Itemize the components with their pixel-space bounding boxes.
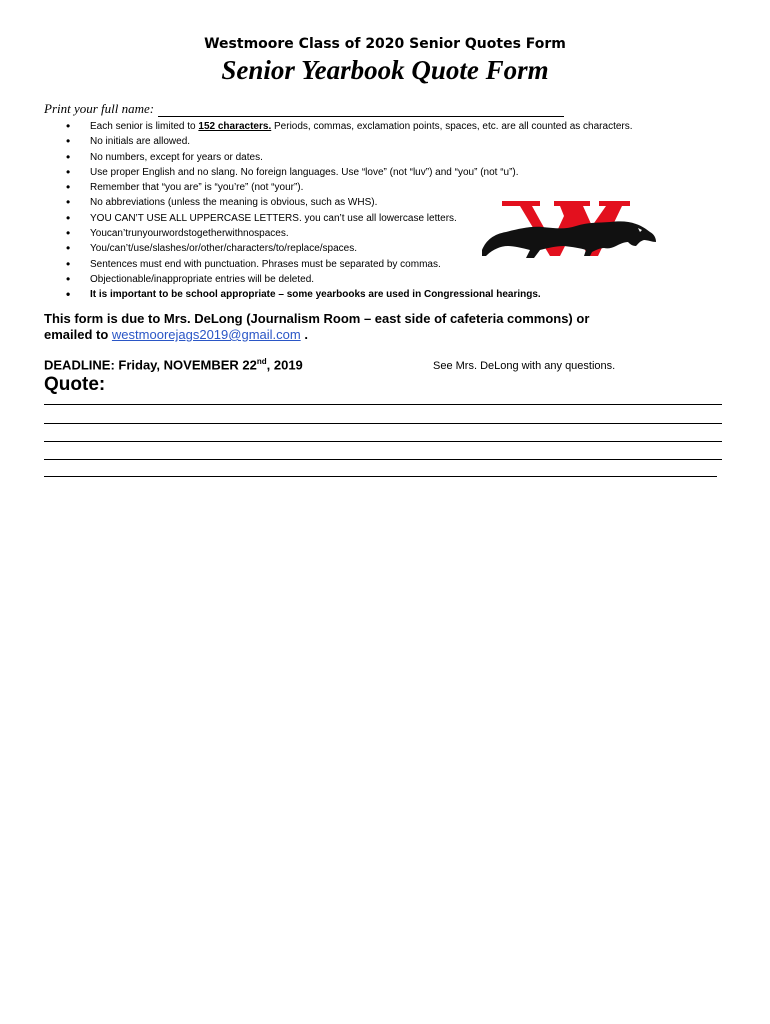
- rule-item: • No numbers, except for years or dates.: [62, 150, 633, 165]
- contact-note: See Mrs. DeLong with any questions.: [433, 360, 616, 372]
- name-field-label: Print your full name:: [44, 101, 155, 116]
- quote-input-line[interactable]: [44, 423, 722, 424]
- deadline-year: , 2019: [266, 357, 303, 373]
- deadline-text: [44, 357, 303, 372]
- rule-text: Periods, commas, exclamation points, spaces, etc. are all counted as characters.: [271, 121, 633, 132]
- rule-item: [62, 119, 633, 134]
- due-line-email: [44, 327, 589, 343]
- rule-item: • Objectionable/inappropriate entries will be deleted.: [62, 272, 633, 287]
- rule-item: • Youcan’trunyourwordstogetherwithnospaces.: [62, 226, 633, 241]
- due-text: emailed to: [44, 327, 112, 342]
- quote-label: Quote:: [44, 374, 106, 395]
- email-link[interactable]: westmoorejags2019@gmail.com: [111, 327, 301, 342]
- name-input-line[interactable]: [158, 105, 564, 117]
- rule-item: • Use proper English and no slang. No foreign languages. Use “love” (not “luv”) and “you” (not “u”).: [62, 165, 633, 180]
- westmoore-w-panther-logo: [480, 196, 658, 264]
- rule-item: • No initials are allowed.: [62, 134, 633, 149]
- quote-input-line[interactable]: [44, 404, 722, 405]
- quote-input-line[interactable]: [44, 459, 722, 460]
- due-notice: [44, 311, 589, 343]
- deadline-suffix: nd: [256, 357, 267, 366]
- form-header-title: Westmoore Class of 2020 Senior Quotes Form: [204, 36, 566, 52]
- page-title: Senior Yearbook Quote Form: [221, 55, 549, 85]
- rule-item: • You/can’t/use/slashes/or/other/characters/to/replace/spaces.: [62, 241, 633, 256]
- name-field-row: [44, 101, 564, 117]
- rule-item: • It is important to be school appropriate – some yearbooks are used in Congressional hearings.: [62, 287, 633, 302]
- quote-input-line[interactable]: [44, 441, 722, 442]
- rule-item: • YOU CAN’T USE ALL UPPERCASE LETTERS. you can’t use all lowercase letters.: [62, 211, 633, 226]
- rule-item: • No abbreviations (unless the meaning is obvious, such as WHS).: [62, 195, 633, 210]
- character-limit: 152 characters.: [198, 121, 272, 132]
- deadline-label: DEADLINE: Friday, NOVEMBER 22: [44, 357, 257, 373]
- rule-item: • Remember that “you are” is “you’re” (not “your”).: [62, 180, 633, 195]
- due-text: .: [300, 327, 308, 342]
- rule-text: Each senior is limited to: [90, 121, 199, 132]
- due-line: This form is due to Mrs. DeLong (Journalism Room – east side of cafeteria commons) or: [44, 311, 590, 326]
- rule-item: • Sentences must end with punctuation. Phrases must be separated by commas.: [62, 257, 633, 272]
- quote-input-line[interactable]: [44, 476, 717, 477]
